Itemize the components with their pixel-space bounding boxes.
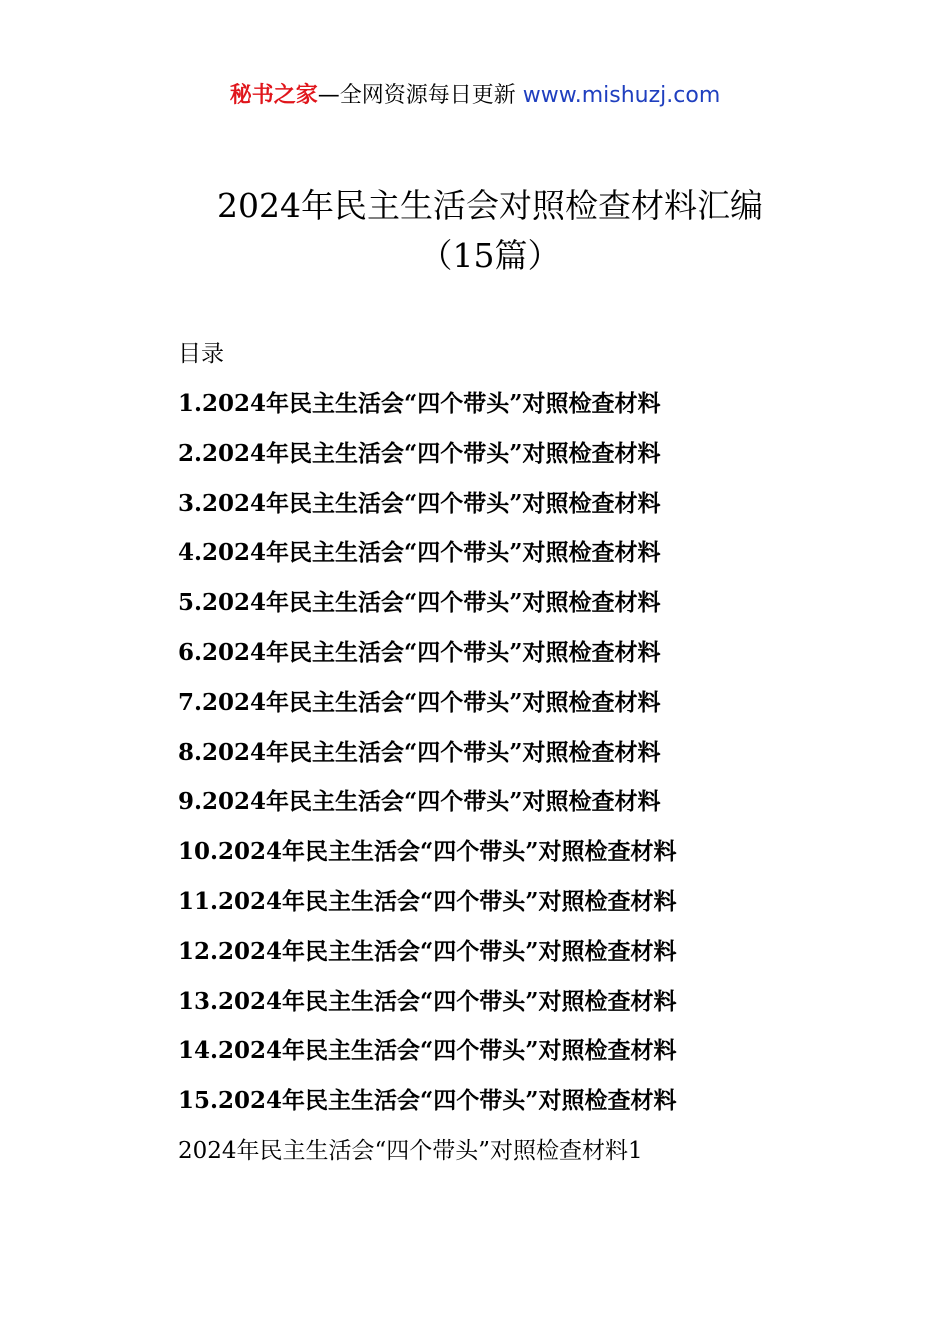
toc-item[interactable]: 9.2024年民主生活会“四个带头”对照检查材料 xyxy=(178,788,661,816)
toc-item[interactable]: 14.2024年民主生活会“四个带头”对照检查材料 xyxy=(178,1037,677,1065)
header-slogan: —全网资源每日更新 xyxy=(317,83,516,108)
toc-item[interactable]: 3.2024年民主生活会“四个带头”对照检查材料 xyxy=(178,489,661,517)
toc-item[interactable]: 1.2024年民主生活会“四个带头”对照检查材料 xyxy=(178,390,661,417)
table-of-contents xyxy=(178,388,677,1135)
section-heading: 2024年民主生活会“四个带头”对照检查材料1 xyxy=(178,1138,643,1164)
toc-item[interactable]: 4.2024年民主生活会“四个带头”对照检查材料 xyxy=(178,539,661,567)
brand-name: 秘书之家 xyxy=(229,83,318,108)
document-subtitle: （15篇） xyxy=(419,236,561,275)
page-header xyxy=(0,80,950,112)
toc-heading: 目录 xyxy=(178,341,224,367)
toc-item[interactable]: 13.2024年民主生活会“四个带头”对照检查材料 xyxy=(178,987,677,1015)
toc-item[interactable]: 10.2024年民主生活会“四个带头”对照检查材料 xyxy=(178,838,677,866)
toc-item[interactable]: 15.2024年民主生活会“四个带头”对照检查材料 xyxy=(178,1087,677,1115)
website-link[interactable]: www.mishuzj.com xyxy=(522,83,721,108)
toc-item[interactable]: 12.2024年民主生活会“四个带头”对照检查材料 xyxy=(178,937,677,965)
toc-item[interactable]: 2.2024年民主生活会“四个带头”对照检查材料 xyxy=(178,439,661,467)
toc-item[interactable]: 8.2024年民主生活会“四个带头”对照检查材料 xyxy=(178,738,661,766)
toc-item[interactable]: 11.2024年民主生活会“四个带头”对照检查材料 xyxy=(178,887,677,915)
toc-item[interactable]: 7.2024年民主生活会“四个带头”对照检查材料 xyxy=(178,688,661,716)
toc-item[interactable]: 5.2024年民主生活会“四个带头”对照检查材料 xyxy=(178,589,661,617)
toc-item[interactable]: 6.2024年民主生活会“四个带头”对照检查材料 xyxy=(178,638,661,666)
document-title: 2024年民主生活会对照检查材料汇编 xyxy=(217,186,763,225)
